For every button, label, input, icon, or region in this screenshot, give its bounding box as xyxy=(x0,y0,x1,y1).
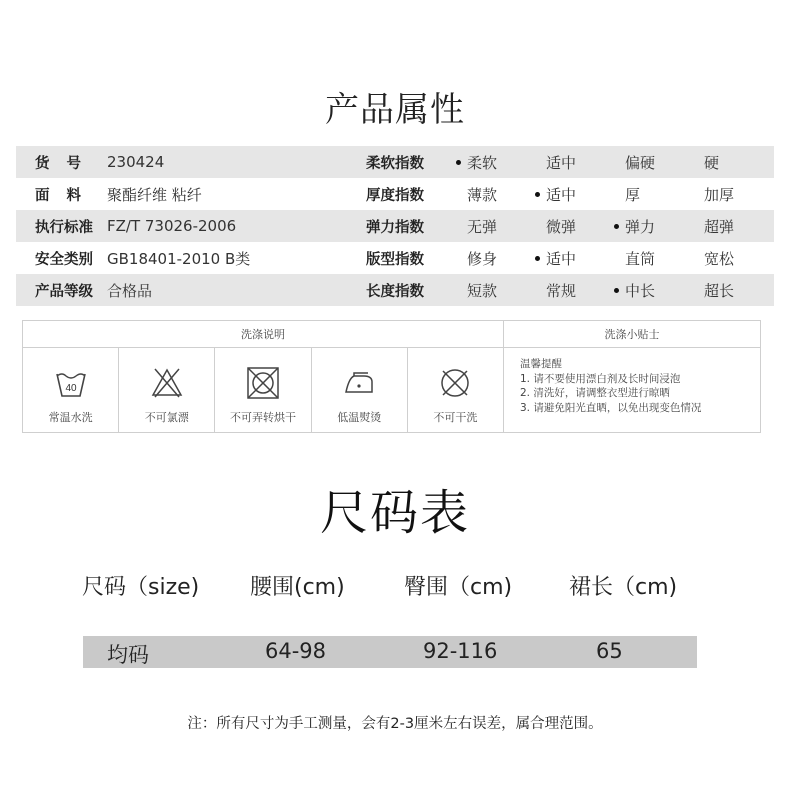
index-option: 超弹 xyxy=(704,217,735,236)
care-icons-row xyxy=(23,348,504,432)
index-key: 弹力指数 xyxy=(366,219,424,236)
length-cell: 65 xyxy=(596,639,623,663)
no-dry-clean-icon xyxy=(438,366,472,400)
care-item xyxy=(312,348,408,432)
index-option: 厚 xyxy=(625,185,641,204)
attribute-row xyxy=(16,146,774,178)
selected-dot-icon xyxy=(614,288,619,293)
attribute-row xyxy=(16,210,774,242)
care-label: 低温熨烫 xyxy=(337,411,382,424)
care-tip-line: 3. 请避免阳光直晒，以免出现变色情况 xyxy=(520,401,702,414)
index-option: 适中 xyxy=(530,248,609,269)
iron-low-icon xyxy=(342,366,376,400)
care-item xyxy=(23,348,119,432)
size-header-length: 裙长（cm) xyxy=(569,575,678,600)
attribute-value: FZ/T 73026-2006 xyxy=(107,217,237,235)
index-option: 薄款 xyxy=(467,185,498,204)
care-item xyxy=(408,348,504,432)
selected-dot-icon xyxy=(535,256,540,261)
attribute-key: 执行标准 xyxy=(35,219,93,236)
index-key: 厚度指数 xyxy=(366,187,424,204)
index-option: 短款 xyxy=(467,281,498,300)
attribute-row xyxy=(16,178,774,210)
size-table-header xyxy=(0,570,790,602)
care-item xyxy=(215,348,311,432)
care-heading: 洗涤说明 xyxy=(23,321,504,348)
index-option: 超长 xyxy=(704,281,735,300)
size-chart-title: 尺码表 xyxy=(319,485,470,541)
size-header-size: 尺码（size) xyxy=(82,575,200,600)
attribute-value: GB18401-2010 B类 xyxy=(107,249,251,268)
index-option: 微弹 xyxy=(546,217,577,236)
care-tip-line: 1. 请不要使用漂白剂及长时间浸泡 xyxy=(520,372,681,385)
index-option: 柔软 xyxy=(451,152,530,173)
index-option: 硬 xyxy=(704,153,720,172)
attribute-value: 聚酯纤维 粘纤 xyxy=(107,185,202,204)
index-option: 适中 xyxy=(530,184,609,205)
no-bleach-icon xyxy=(150,366,184,400)
index-key: 柔软指数 xyxy=(366,155,424,172)
size-header-waist: 腰围(cm) xyxy=(250,575,345,600)
selected-dot-icon xyxy=(535,192,540,197)
index-option: 常规 xyxy=(546,281,577,300)
index-option: 弹力 xyxy=(609,216,688,237)
index-option: 偏硬 xyxy=(625,153,656,172)
selected-dot-icon xyxy=(614,224,619,229)
attribute-key: 货号 xyxy=(35,155,98,172)
attribute-value: 合格品 xyxy=(107,281,153,300)
care-item xyxy=(119,348,215,432)
no-tumble-dry-icon xyxy=(246,366,280,400)
care-instructions-box xyxy=(22,320,761,433)
care-label: 不可弄转烘干 xyxy=(230,411,296,424)
size-table-row xyxy=(83,636,697,668)
attribute-key: 产品等级 xyxy=(35,283,93,300)
attribute-key: 安全类别 xyxy=(35,251,93,268)
waist-cell: 64-98 xyxy=(265,639,327,663)
attribute-row xyxy=(16,274,774,306)
index-option: 直筒 xyxy=(625,249,656,268)
size-cell: 均码 xyxy=(107,643,149,667)
care-tip-line: 2. 清洗好，请调整衣型进行晾晒 xyxy=(520,387,670,399)
index-option: 宽松 xyxy=(704,249,735,268)
care-label: 不可氯漂 xyxy=(144,411,189,424)
attribute-row xyxy=(16,242,774,274)
index-option: 修身 xyxy=(467,249,498,268)
attributes-table xyxy=(16,146,774,306)
size-header-hip: 臀围（cm) xyxy=(404,575,513,600)
attributes-title: 产品属性 xyxy=(325,90,465,130)
index-key: 版型指数 xyxy=(366,251,424,268)
care-label: 常温水洗 xyxy=(48,411,93,424)
hip-cell: 92-116 xyxy=(423,639,498,663)
care-tips-heading: 洗涤小贴士 xyxy=(504,321,760,348)
care-tip-line: 温馨提醒 xyxy=(520,358,562,370)
measurement-note: 注：所有尺寸为手工测量，会有2-3厘米左右误差，属合理范围。 xyxy=(187,716,603,732)
attribute-value: 230424 xyxy=(107,153,165,171)
wash-40-icon xyxy=(54,366,88,400)
care-label: 不可干洗 xyxy=(433,411,478,424)
index-option: 无弹 xyxy=(467,217,498,236)
index-option: 适中 xyxy=(546,153,577,172)
care-tips xyxy=(520,357,701,415)
index-option: 加厚 xyxy=(704,185,735,204)
attribute-key: 面料 xyxy=(35,187,98,204)
index-key: 长度指数 xyxy=(366,283,424,300)
index-option: 中长 xyxy=(609,280,688,301)
selected-dot-icon xyxy=(456,160,461,165)
svg-text:40: 40 xyxy=(65,383,77,394)
